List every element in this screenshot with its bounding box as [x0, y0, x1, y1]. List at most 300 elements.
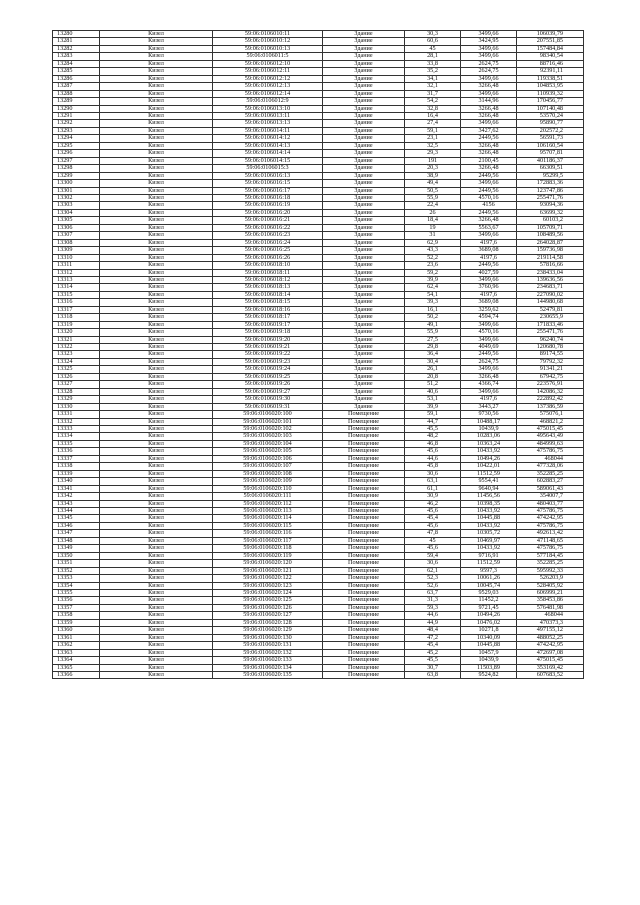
cadastral-value-cell: 484999,63 [517, 440, 584, 447]
area-cell: 27,4 [405, 120, 461, 127]
area-cell: 23,6 [405, 262, 461, 269]
cadastral-number-cell: 59:06:0106020:102 [213, 426, 323, 433]
unit-value-cell: 4570,16 [461, 329, 517, 336]
row-number-cell: 13328 [53, 388, 100, 395]
table-row [53, 53, 584, 60]
object-type-cell: Помещение [323, 657, 405, 664]
area-cell: 62,9 [405, 239, 461, 246]
row-number-cell: 13286 [53, 75, 100, 82]
cadastral-number-cell: 59:06:0106016:24 [213, 239, 323, 246]
row-number-cell: 13345 [53, 515, 100, 522]
locality-cell: Кизел [100, 209, 213, 216]
cadastral-number-cell: 59:06:0106020:128 [213, 619, 323, 626]
cadastral-number-cell: 59:06:0106020:130 [213, 634, 323, 641]
locality-cell: Кизел [100, 388, 213, 395]
cadastral-value-cell: 52479,81 [517, 306, 584, 313]
cadastral-value-cell: 95707,81 [517, 150, 584, 157]
object-type-cell: Здание [323, 75, 405, 82]
locality-cell: Кизел [100, 440, 213, 447]
cadastral-number-cell: 59:06:0106011:5 [213, 53, 323, 60]
row-number-cell: 13333 [53, 426, 100, 433]
row-number-cell: 13335 [53, 440, 100, 447]
cadastral-value-cell: 480403,77 [517, 500, 584, 507]
unit-value-cell: 9554,41 [461, 478, 517, 485]
locality-cell: Кизел [100, 165, 213, 172]
locality-cell: Кизел [100, 194, 213, 201]
area-cell: 48,4 [405, 627, 461, 634]
object-type-cell: Помещение [323, 664, 405, 671]
cadastral-value-cell: 255471,76 [517, 194, 584, 201]
row-number-cell: 13324 [53, 358, 100, 365]
locality-cell: Кизел [100, 112, 213, 119]
object-type-cell: Помещение [323, 589, 405, 596]
area-cell: 32,1 [405, 83, 461, 90]
row-number-cell: 13366 [53, 671, 100, 678]
cadastral-number-cell: 59:06:0106019:24 [213, 366, 323, 373]
object-type-cell: Здание [323, 38, 405, 45]
area-cell: 40,6 [405, 388, 461, 395]
cadastral-value-cell: 471148,65 [517, 537, 584, 544]
row-number-cell: 13306 [53, 224, 100, 231]
area-cell: 45,6 [405, 522, 461, 529]
table-row [53, 291, 584, 298]
cadastral-number-cell: 59:06:0106012:12 [213, 75, 323, 82]
table-row [53, 418, 584, 425]
row-number-cell: 13297 [53, 157, 100, 164]
locality-cell: Кизел [100, 522, 213, 529]
cadastral-number-cell: 59:06:0106016:20 [213, 209, 323, 216]
area-cell: 30,7 [405, 664, 461, 671]
cadastral-value-table [52, 30, 584, 679]
object-type-cell: Помещение [323, 440, 405, 447]
object-type-cell: Здание [323, 224, 405, 231]
cadastral-value-cell: 79792,32 [517, 358, 584, 365]
object-type-cell: Здание [323, 232, 405, 239]
cadastral-value-cell: 171833,46 [517, 321, 584, 328]
cadastral-number-cell: 59:06:0106020:126 [213, 604, 323, 611]
locality-cell: Кизел [100, 232, 213, 239]
area-cell: 44,6 [405, 455, 461, 462]
unit-value-cell: 5563,67 [461, 224, 517, 231]
cadastral-number-cell: 59:06:0106020:129 [213, 627, 323, 634]
area-cell: 45,6 [405, 545, 461, 552]
locality-cell: Кизел [100, 455, 213, 462]
unit-value-cell: 10433,92 [461, 522, 517, 529]
table-row [53, 180, 584, 187]
cadastral-number-cell: 59:06:0106020:109 [213, 478, 323, 485]
unit-value-cell: 10061,26 [461, 575, 517, 582]
cadastral-number-cell: 59:06:0106020:114 [213, 515, 323, 522]
area-cell: 50,5 [405, 187, 461, 194]
object-type-cell: Здание [323, 358, 405, 365]
locality-cell: Кизел [100, 224, 213, 231]
unit-value-cell: 10469,97 [461, 537, 517, 544]
cadastral-number-cell: 59:06:0106013:11 [213, 112, 323, 119]
unit-value-cell: 4197,6 [461, 291, 517, 298]
area-cell: 59,3 [405, 604, 461, 611]
table-row [53, 209, 584, 216]
table-row [53, 470, 584, 477]
table-row [53, 224, 584, 231]
locality-cell: Кизел [100, 98, 213, 105]
locality-cell: Кизел [100, 634, 213, 641]
area-cell: 63,8 [405, 671, 461, 678]
cadastral-value-cell: 470373,3 [517, 619, 584, 626]
locality-cell: Кизел [100, 344, 213, 351]
cadastral-number-cell: 59:06:0106018:10 [213, 262, 323, 269]
locality-cell: Кизел [100, 269, 213, 276]
locality-cell: Кизел [100, 31, 213, 38]
area-cell: 34,1 [405, 75, 461, 82]
area-cell: 54,1 [405, 291, 461, 298]
locality-cell: Кизел [100, 582, 213, 589]
unit-value-cell: 10363,24 [461, 440, 517, 447]
object-type-cell: Помещение [323, 493, 405, 500]
unit-value-cell: 10398,35 [461, 500, 517, 507]
cadastral-number-cell: 59:06:0106013:10 [213, 105, 323, 112]
row-number-cell: 13336 [53, 448, 100, 455]
unit-value-cell: 10433,92 [461, 448, 517, 455]
object-type-cell: Помещение [323, 426, 405, 433]
row-number-cell: 13281 [53, 38, 100, 45]
cadastral-number-cell: 59:06:0106013:13 [213, 120, 323, 127]
cadastral-value-cell: 352285,25 [517, 470, 584, 477]
cadastral-value-cell: 172883,36 [517, 180, 584, 187]
locality-cell: Кизел [100, 493, 213, 500]
object-type-cell: Помещение [323, 448, 405, 455]
table-row [53, 493, 584, 500]
object-type-cell: Здание [323, 187, 405, 194]
table-row [53, 187, 584, 194]
cadastral-number-cell: 59:06:0106018:13 [213, 284, 323, 291]
cadastral-number-cell: 59:06:0106020:116 [213, 530, 323, 537]
unit-value-cell: 2100,45 [461, 157, 517, 164]
locality-cell: Кизел [100, 575, 213, 582]
unit-value-cell: 3499,66 [461, 75, 517, 82]
area-cell: 46,8 [405, 440, 461, 447]
locality-cell: Кизел [100, 299, 213, 306]
row-number-cell: 13351 [53, 560, 100, 567]
table-row [53, 664, 584, 671]
area-cell: 59,4 [405, 552, 461, 559]
row-number-cell: 13309 [53, 247, 100, 254]
object-type-cell: Помещение [323, 433, 405, 440]
object-type-cell: Помещение [323, 619, 405, 626]
cadastral-value-cell: 526203,9 [517, 575, 584, 582]
object-type-cell: Помещение [323, 515, 405, 522]
cadastral-value-cell: 468821,2 [517, 418, 584, 425]
unit-value-cell: 3499,66 [461, 276, 517, 283]
table-row [53, 440, 584, 447]
unit-value-cell: 10433,92 [461, 545, 517, 552]
locality-cell: Кизел [100, 604, 213, 611]
row-number-cell: 13280 [53, 31, 100, 38]
area-cell: 30,4 [405, 358, 461, 365]
table-row [53, 358, 584, 365]
object-type-cell: Здание [323, 105, 405, 112]
cadastral-value-cell: 607683,52 [517, 671, 584, 678]
object-type-cell: Здание [323, 60, 405, 67]
cadastral-value-cell: 352285,25 [517, 560, 584, 567]
row-number-cell: 13307 [53, 232, 100, 239]
object-type-cell: Здание [323, 127, 405, 134]
cadastral-value-cell: 475786,75 [517, 448, 584, 455]
cadastral-value-cell: 575076,1 [517, 411, 584, 418]
locality-cell: Кизел [100, 306, 213, 313]
row-number-cell: 13288 [53, 90, 100, 97]
area-cell: 19 [405, 224, 461, 231]
row-number-cell: 13326 [53, 373, 100, 380]
unit-value-cell: 3499,66 [461, 45, 517, 52]
object-type-cell: Здание [323, 262, 405, 269]
unit-value-cell: 11512,59 [461, 560, 517, 567]
area-cell: 27,5 [405, 336, 461, 343]
area-cell: 61,1 [405, 485, 461, 492]
row-number-cell: 13344 [53, 508, 100, 515]
area-cell: 44,9 [405, 619, 461, 626]
cadastral-number-cell: 59:06:0106016:21 [213, 217, 323, 224]
locality-cell: Кизел [100, 90, 213, 97]
table-row [53, 522, 584, 529]
table-row [53, 582, 584, 589]
row-number-cell: 13357 [53, 604, 100, 611]
unit-value-cell: 4197,6 [461, 254, 517, 261]
cadastral-number-cell: 59:06:0106020:110 [213, 485, 323, 492]
locality-cell: Кизел [100, 314, 213, 321]
object-type-cell: Здание [323, 45, 405, 52]
cadastral-number-cell: 59:06:0106020:132 [213, 649, 323, 656]
locality-cell: Кизел [100, 135, 213, 142]
cadastral-value-cell: 606999,21 [517, 589, 584, 596]
row-number-cell: 13316 [53, 299, 100, 306]
unit-value-cell: 10283,06 [461, 433, 517, 440]
locality-cell: Кизел [100, 589, 213, 596]
area-cell: 53,1 [405, 396, 461, 403]
unit-value-cell: 10476,02 [461, 619, 517, 626]
unit-value-cell: 9640,94 [461, 485, 517, 492]
cadastral-number-cell: 59:06:0106018:15 [213, 299, 323, 306]
object-type-cell: Здание [323, 388, 405, 395]
table-row [53, 604, 584, 611]
cadastral-value-cell: 95890,77 [517, 120, 584, 127]
table-row [53, 247, 584, 254]
cadastral-number-cell: 59:06:0106014:12 [213, 135, 323, 142]
table-row [53, 120, 584, 127]
table-row [53, 589, 584, 596]
cadastral-value-cell: 142086,32 [517, 388, 584, 395]
row-number-cell: 13285 [53, 68, 100, 75]
locality-cell: Кизел [100, 239, 213, 246]
area-cell: 30,6 [405, 560, 461, 567]
locality-cell: Кизел [100, 515, 213, 522]
locality-cell: Кизел [100, 545, 213, 552]
cadastral-number-cell: 59:06:0106016:25 [213, 247, 323, 254]
unit-value-cell: 9716,91 [461, 552, 517, 559]
table-row [53, 269, 584, 276]
unit-value-cell: 10271,8 [461, 627, 517, 634]
area-cell: 55,9 [405, 194, 461, 201]
table-row [53, 500, 584, 507]
cadastral-number-cell: 59:06:0106012:13 [213, 83, 323, 90]
object-type-cell: Здание [323, 276, 405, 283]
object-type-cell: Помещение [323, 500, 405, 507]
unit-value-cell: 3266,48 [461, 373, 517, 380]
row-number-cell: 13364 [53, 657, 100, 664]
cadastral-value-cell: 589061,43 [517, 485, 584, 492]
area-cell: 52,6 [405, 582, 461, 589]
cadastral-number-cell: 59:06:0106020:101 [213, 418, 323, 425]
cadastral-value-cell: 93094,36 [517, 202, 584, 209]
locality-cell: Кизел [100, 485, 213, 492]
cadastral-value-cell: 475786,75 [517, 522, 584, 529]
cadastral-value-cell: 488052,25 [517, 634, 584, 641]
object-type-cell: Здание [323, 180, 405, 187]
cadastral-number-cell: 59:06:0106010:13 [213, 45, 323, 52]
object-type-cell: Помещение [323, 470, 405, 477]
area-cell: 45,4 [405, 642, 461, 649]
locality-cell: Кизел [100, 262, 213, 269]
cadastral-value-cell: 119338,51 [517, 75, 584, 82]
object-type-cell: Здание [323, 373, 405, 380]
cadastral-value-cell: 144980,68 [517, 299, 584, 306]
cadastral-number-cell: 59:06:0106010:11 [213, 31, 323, 38]
cadastral-value-cell: 264028,87 [517, 239, 584, 246]
area-cell: 35,2 [405, 68, 461, 75]
document-page [52, 30, 583, 679]
cadastral-value-cell: 123747,86 [517, 187, 584, 194]
table-row [53, 329, 584, 336]
table-row [53, 239, 584, 246]
locality-cell: Кизел [100, 336, 213, 343]
unit-value-cell: 9597,3 [461, 567, 517, 574]
object-type-cell: Здание [323, 381, 405, 388]
unit-value-cell: 9721,45 [461, 604, 517, 611]
cadastral-value-cell: 358453,86 [517, 597, 584, 604]
object-type-cell: Здание [323, 299, 405, 306]
table-row [53, 388, 584, 395]
row-number-cell: 13340 [53, 478, 100, 485]
cadastral-value-cell: 91341,21 [517, 366, 584, 373]
row-number-cell: 13294 [53, 135, 100, 142]
cadastral-number-cell: 59:06:0106020:108 [213, 470, 323, 477]
table-row [53, 366, 584, 373]
object-type-cell: Помещение [323, 612, 405, 619]
unit-value-cell: 9529,03 [461, 589, 517, 596]
row-number-cell: 13318 [53, 314, 100, 321]
unit-value-cell: 4156 [461, 202, 517, 209]
area-cell: 49,4 [405, 180, 461, 187]
cadastral-value-cell: 104853,95 [517, 83, 584, 90]
cadastral-number-cell: 59:06:0106018:12 [213, 276, 323, 283]
table-row [53, 351, 584, 358]
cadastral-number-cell: 59:06:0106020:118 [213, 545, 323, 552]
object-type-cell: Здание [323, 112, 405, 119]
table-row [53, 411, 584, 418]
unit-value-cell: 10457,9 [461, 649, 517, 656]
object-type-cell: Здание [323, 150, 405, 157]
unit-value-cell: 2624,75 [461, 358, 517, 365]
cadastral-value-cell: 468044 [517, 612, 584, 619]
row-number-cell: 13303 [53, 202, 100, 209]
cadastral-value-cell: 106039,79 [517, 31, 584, 38]
locality-cell: Кизел [100, 180, 213, 187]
object-type-cell: Помещение [323, 642, 405, 649]
cadastral-number-cell: 59:06:0106020:119 [213, 552, 323, 559]
cadastral-number-cell: 59:06:0106014:13 [213, 142, 323, 149]
locality-cell: Кизел [100, 329, 213, 336]
cadastral-number-cell: 59:06:0106018:17 [213, 314, 323, 321]
area-cell: 39,9 [405, 403, 461, 410]
area-cell: 45,4 [405, 515, 461, 522]
cadastral-value-cell: 139636,56 [517, 276, 584, 283]
area-cell: 59,1 [405, 411, 461, 418]
locality-cell: Кизел [100, 120, 213, 127]
object-type-cell: Здание [323, 329, 405, 336]
table-row [53, 314, 584, 321]
locality-cell: Кизел [100, 254, 213, 261]
object-type-cell: Помещение [323, 411, 405, 418]
object-type-cell: Здание [323, 269, 405, 276]
cadastral-number-cell: 59:06:0106019:20 [213, 336, 323, 343]
area-cell: 20,8 [405, 373, 461, 380]
table-row [53, 344, 584, 351]
object-type-cell: Помещение [323, 552, 405, 559]
row-number-cell: 13305 [53, 217, 100, 224]
cadastral-value-cell: 89174,55 [517, 351, 584, 358]
table-row [53, 657, 584, 664]
object-type-cell: Помещение [323, 522, 405, 529]
locality-cell: Кизел [100, 45, 213, 52]
row-number-cell: 13321 [53, 336, 100, 343]
unit-value-cell: 10045,74 [461, 582, 517, 589]
unit-value-cell: 10439,9 [461, 426, 517, 433]
locality-cell: Кизел [100, 411, 213, 418]
cadastral-value-cell: 95299,5 [517, 172, 584, 179]
locality-cell: Кизел [100, 403, 213, 410]
object-type-cell: Помещение [323, 485, 405, 492]
unit-value-cell: 3499,66 [461, 321, 517, 328]
object-type-cell: Здание [323, 254, 405, 261]
unit-value-cell: 10422,01 [461, 463, 517, 470]
cadastral-number-cell: 59:06:0106020:125 [213, 597, 323, 604]
locality-cell: Кизел [100, 38, 213, 45]
cadastral-number-cell: 59:06:0106019:30 [213, 396, 323, 403]
object-type-cell: Помещение [323, 627, 405, 634]
unit-value-cell: 11512,59 [461, 470, 517, 477]
object-type-cell: Здание [323, 31, 405, 38]
cadastral-value-cell: 353169,42 [517, 664, 584, 671]
object-type-cell: Помещение [323, 567, 405, 574]
locality-cell: Кизел [100, 537, 213, 544]
row-number-cell: 13325 [53, 366, 100, 373]
area-cell: 51,2 [405, 381, 461, 388]
locality-cell: Кизел [100, 649, 213, 656]
row-number-cell: 13300 [53, 180, 100, 187]
row-number-cell: 13317 [53, 306, 100, 313]
row-number-cell: 13342 [53, 493, 100, 500]
unit-value-cell: 10488,17 [461, 418, 517, 425]
unit-value-cell: 3427,62 [461, 127, 517, 134]
object-type-cell: Здание [323, 98, 405, 105]
locality-cell: Кизел [100, 560, 213, 567]
cadastral-number-cell: 59:06:0106019:27 [213, 388, 323, 395]
table-row [53, 68, 584, 75]
cadastral-number-cell: 59:06:0106018:16 [213, 306, 323, 313]
row-number-cell: 13361 [53, 634, 100, 641]
object-type-cell: Помещение [323, 597, 405, 604]
locality-cell: Кизел [100, 150, 213, 157]
cadastral-value-cell: 234683,71 [517, 284, 584, 291]
